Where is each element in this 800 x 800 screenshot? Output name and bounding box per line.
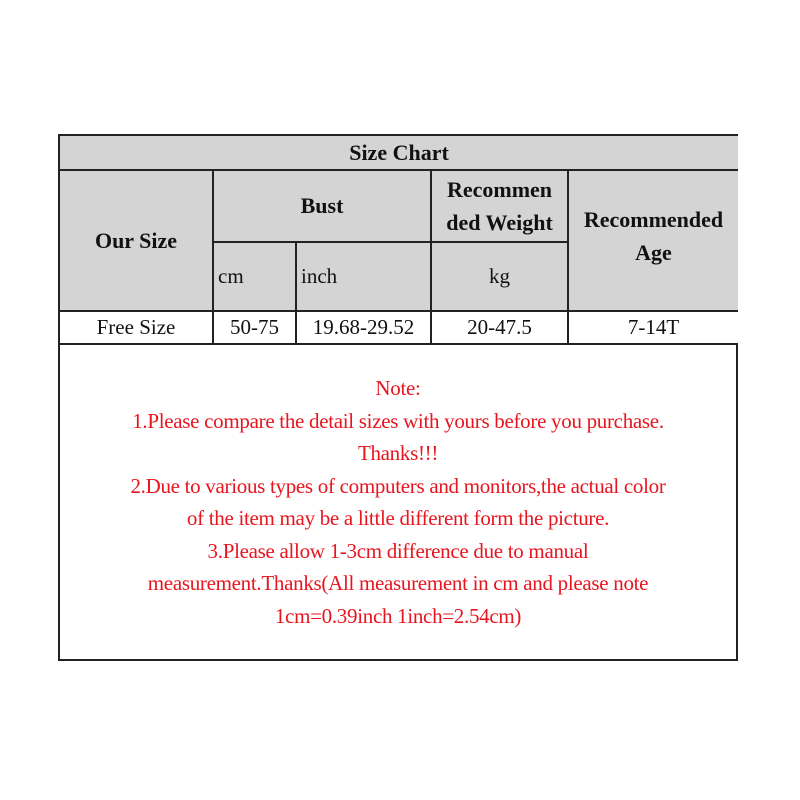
note-heading: Note: xyxy=(375,376,421,400)
header-bust-cm: cm xyxy=(214,243,297,312)
note-line: measurement.Thanks(All measurement in cm and please note xyxy=(147,571,649,595)
header-weight-line1: Recommen xyxy=(446,177,553,202)
note-line: 2.Due to various types of computers and monitors,the actual color xyxy=(130,473,666,498)
notes-section xyxy=(60,345,736,659)
size-chart-title: Size Chart xyxy=(60,136,738,171)
cell-size: Free Size xyxy=(60,312,214,345)
header-recommended-weight xyxy=(432,171,569,243)
header-recommended-age xyxy=(569,171,738,312)
cell-age: 7-14T xyxy=(569,312,738,345)
note-line: 1.Please compare the detail sizes with yours before you purchase. xyxy=(132,408,664,433)
note-line: 3.Please allow 1-3cm difference due to manual xyxy=(207,538,589,563)
size-chart-table xyxy=(58,134,738,661)
note-line: 1cm=0.39inch 1inch=2.54cm) xyxy=(274,603,522,628)
header-weight-line2: ded Weight xyxy=(446,210,553,235)
header-weight-kg: kg xyxy=(432,243,569,312)
header-bust: Bust xyxy=(214,171,432,243)
header-age-line2: Age xyxy=(635,239,672,265)
note-line: of the item may be a little different form the picture. xyxy=(186,506,610,530)
header-age-line1: Recommended xyxy=(583,206,724,232)
cell-weight-kg: 20-47.5 xyxy=(432,312,569,345)
header-bust-inch: inch xyxy=(297,243,432,312)
header-our-size: Our Size xyxy=(60,171,214,312)
note-line: Thanks!!! xyxy=(357,441,439,465)
cell-bust-cm: 50-75 xyxy=(214,312,297,345)
cell-bust-inch: 19.68-29.52 xyxy=(297,312,432,345)
